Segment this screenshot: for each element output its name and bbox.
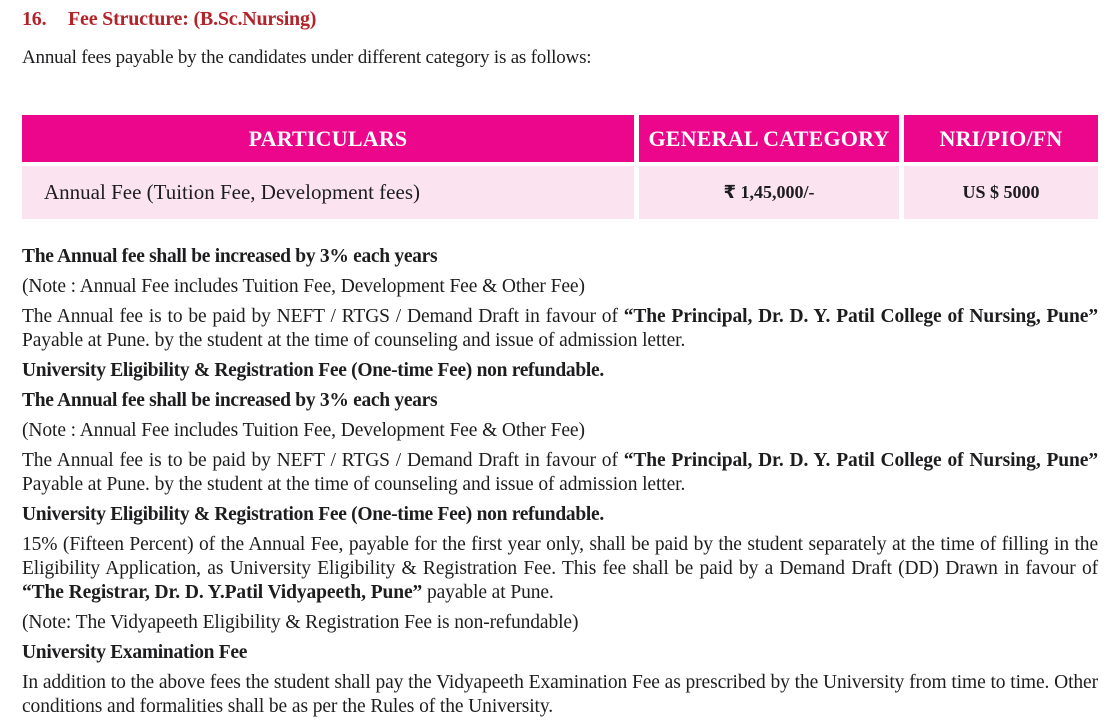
paragraph <box>22 275 1098 299</box>
paragraph-bold-text: “The Registrar, Dr. D. Y.Patil Vidyapeeth, Pune” <box>22 582 423 603</box>
table-header-general-category: GENERAL CATEGORY <box>639 115 899 162</box>
paragraphs <box>22 245 1098 719</box>
paragraph-bold-text: “The Principal, Dr. D. Y. Patil College of Nursing, Pune” <box>623 306 1098 327</box>
intro-text: Annual fees payable by the candidates under different category is as follows: <box>22 47 592 68</box>
paragraph <box>22 419 1098 443</box>
section-title: Fee Structure: (B.Sc.Nursing) <box>68 8 317 30</box>
paragraph-bold-text: University Examination Fee <box>22 642 248 663</box>
paragraph-bold-text: The Annual fee shall be increased by 3% each years <box>22 246 438 267</box>
paragraph-heading <box>22 641 1098 665</box>
paragraph <box>22 671 1098 719</box>
paragraph-bold-text: “The Principal, Dr. D. Y. Patil College of Nursing, Pune” <box>623 450 1098 471</box>
paragraph-bold-text: The Annual fee shall be increased by 3% each years <box>22 390 438 411</box>
table-header-particulars: PARTICULARS <box>22 115 634 162</box>
paragraph-text: The Annual fee is to be paid by NEFT / RTGS / Demand Draft in favour of <box>22 450 624 471</box>
fee-table <box>22 115 1098 219</box>
paragraph-text: 15% (Fifteen Percent) of the Annual Fee, payable for the first year only, shall be paid by the student separately at the time of filling in the Eligibility Application, as University Eligibility & Registration Fee. This fee shall be paid by a Demand Draft (DD) Drawn in favour of <box>22 534 1098 579</box>
table-cell-particulars: Annual Fee (Tuition Fee, Development fees) <box>22 166 634 219</box>
paragraph-heading <box>22 359 1098 383</box>
paragraph-text: payable at Pune. <box>422 582 554 603</box>
table-cell-general-fee: ₹ 1,45,000/- <box>639 166 899 219</box>
paragraph <box>22 305 1098 353</box>
section-number: 16. <box>22 8 47 30</box>
paragraph-heading <box>22 389 1098 413</box>
paragraph-heading <box>22 503 1098 527</box>
paragraph-text: (Note: The Vidyapeeth Eligibility & Registration Fee is non-refundable) <box>22 612 579 633</box>
table-header-nri-pio-fn: NRI/PIO/FN <box>904 115 1098 162</box>
paragraph-text: The Annual fee is to be paid by NEFT / RTGS / Demand Draft in favour of <box>22 306 624 327</box>
paragraph-text: In addition to the above fees the student shall pay the Vidyapeeth Examination Fee as prescribed by the University from time to time. Other conditions and formalities shall be as per the Rules of the University. <box>22 672 1098 717</box>
paragraph-text: Payable at Pune. by the student at the time of counseling and issue of admission letter. <box>22 474 686 495</box>
paragraph-text: (Note : Annual Fee includes Tuition Fee, Development Fee & Other Fee) <box>22 420 585 441</box>
paragraph-bold-text: University Eligibility & Registration Fee (One-time Fee) non refundable. <box>22 360 604 381</box>
paragraph-heading <box>22 245 1098 269</box>
paragraph <box>22 449 1098 497</box>
table-cell-nri-fee: US $ 5000 <box>904 166 1098 219</box>
paragraph-bold-text: University Eligibility & Registration Fee (One-time Fee) non refundable. <box>22 504 604 525</box>
section-heading <box>22 6 1098 32</box>
paragraph-text: (Note : Annual Fee includes Tuition Fee, Development Fee & Other Fee) <box>22 276 585 297</box>
paragraph <box>22 611 1098 635</box>
paragraph-text: Payable at Pune. by the student at the time of counseling and issue of admission letter. <box>22 330 686 351</box>
paragraph <box>22 533 1098 605</box>
